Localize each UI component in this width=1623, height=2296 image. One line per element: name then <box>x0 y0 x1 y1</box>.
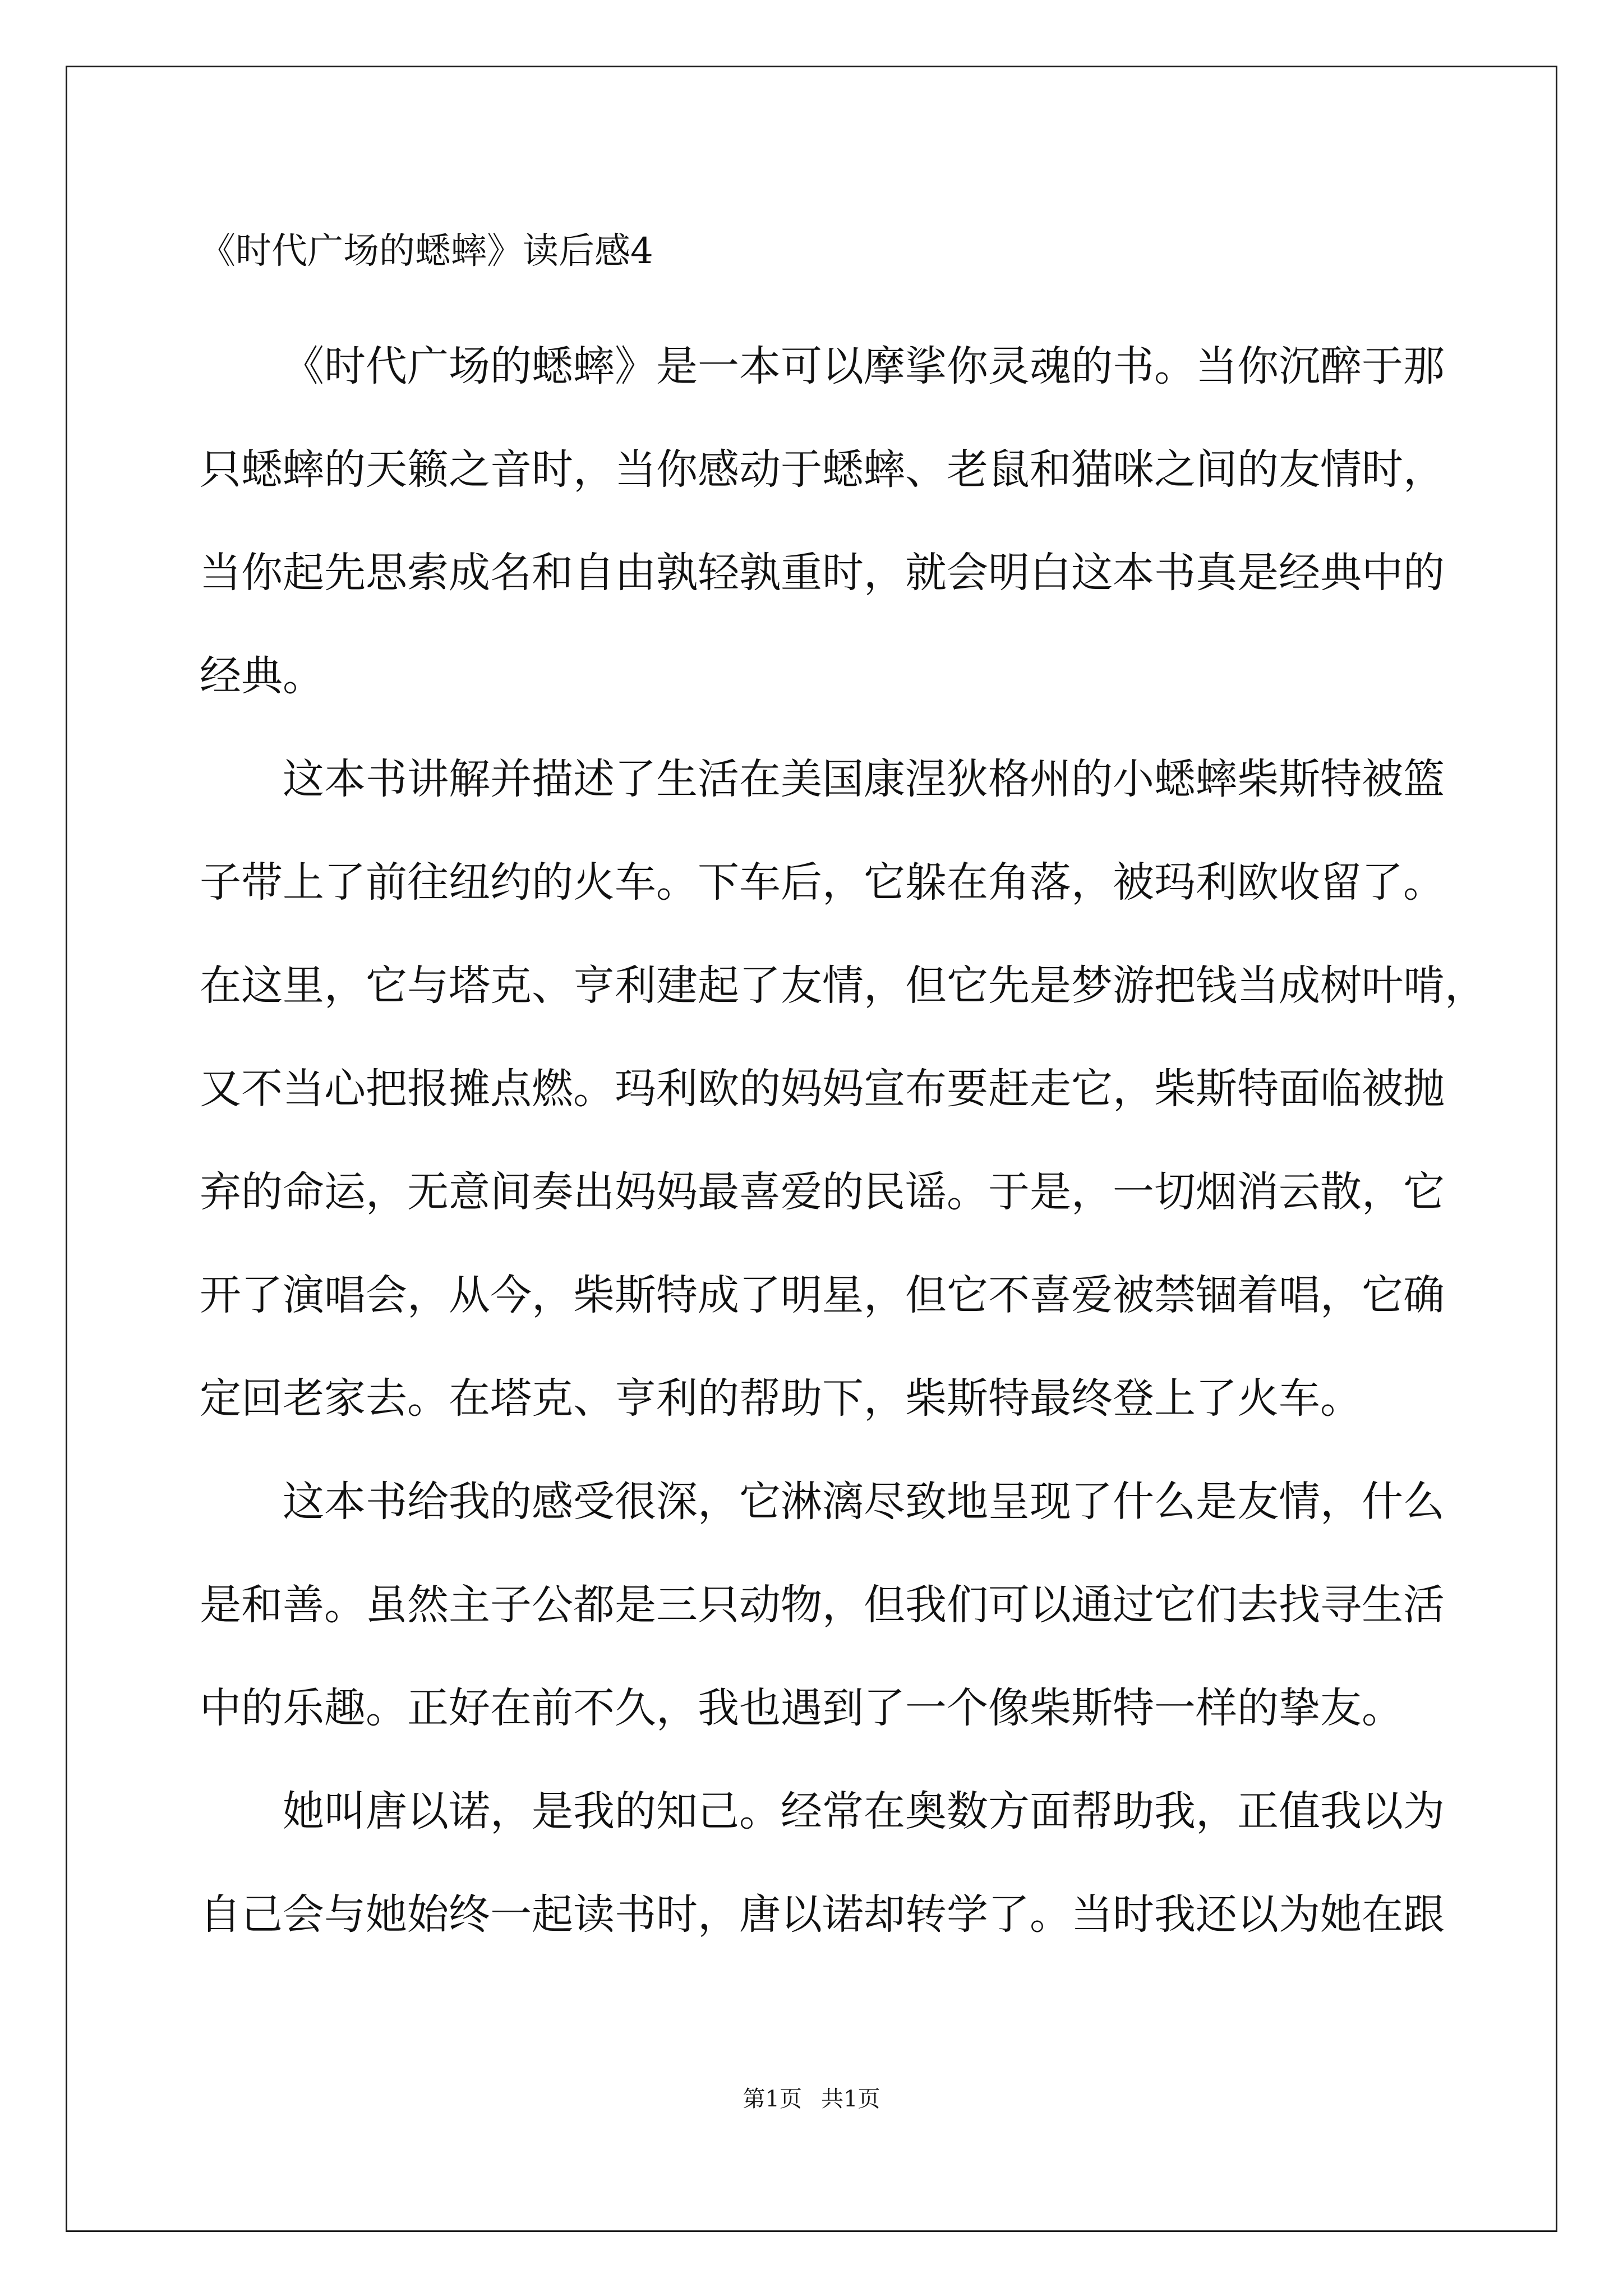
paragraph-3-line-2: 是和善。虽然主子公都是三只动物，但我们可以通过它们去找寻生活 <box>200 1581 1445 1629</box>
paragraph-1-line-1: 《时代广场的蟋蟀》是一本可以摩挲你灵魂的书。当你沉醉于那 <box>283 342 1445 390</box>
paragraph-2-line-6: 开了演唱会，从今，柴斯特成了明星，但它不喜爱被禁锢着唱，它确 <box>200 1271 1445 1319</box>
page-footer <box>0 2082 1623 2116</box>
paragraph-2-line-3: 在这里，它与塔克、亨利建起了友情，但它先是梦游把钱当成树叶啃， <box>200 961 1486 1010</box>
paragraph-2-line-4: 又不当心把报摊点燃。玛利欧的妈妈宣布要赶走它，柴斯特面临被抛 <box>200 1065 1445 1113</box>
document-title: 《时代广场的蟋蟀》读后感4 <box>200 231 653 272</box>
paragraph-1-line-4: 经典。 <box>200 652 324 700</box>
paragraph-2-line-2: 子带上了前往纽约的火车。下车后，它躲在角落，被玛利欧收留了。 <box>200 858 1445 907</box>
paragraph-1-line-2: 只蟋蟀的天籁之音时，当你感动于蟋蟀、老鼠和猫咪之间的友情时， <box>200 445 1445 494</box>
paragraph-2-line-7: 定回老家去。在塔克、亨利的帮助下，柴斯特最终登上了火车。 <box>200 1374 1362 1423</box>
page-total: 共1页 <box>821 2086 880 2112</box>
paragraph-1-line-3: 当你起先思索成名和自由孰轻孰重时，就会明白这本书真是经典中的 <box>200 549 1445 597</box>
paragraph-3-line-1: 这本书给我的感受很深，它淋漓尽致地呈现了什么是友情，什么 <box>283 1478 1445 1526</box>
paragraph-2-line-5: 弃的命运，无意间奏出妈妈最喜爱的民谣。于是，一切烟消云散，它 <box>200 1168 1445 1216</box>
page-number: 第1页 <box>743 2086 802 2112</box>
paragraph-4-line-1: 她叫唐以诺，是我的知己。经常在奥数方面帮助我，正值我以为 <box>283 1787 1445 1835</box>
paragraph-3-line-3: 中的乐趣。正好在前不久，我也遇到了一个像柴斯特一样的挚友。 <box>200 1684 1403 1732</box>
paragraph-2-line-1: 这本书讲解并描述了生活在美国康涅狄格州的小蟋蟀柴斯特被篮 <box>283 755 1445 803</box>
paragraph-4-line-2: 自己会与她始终一起读书时，唐以诺却转学了。当时我还以为她在跟 <box>200 1890 1445 1939</box>
